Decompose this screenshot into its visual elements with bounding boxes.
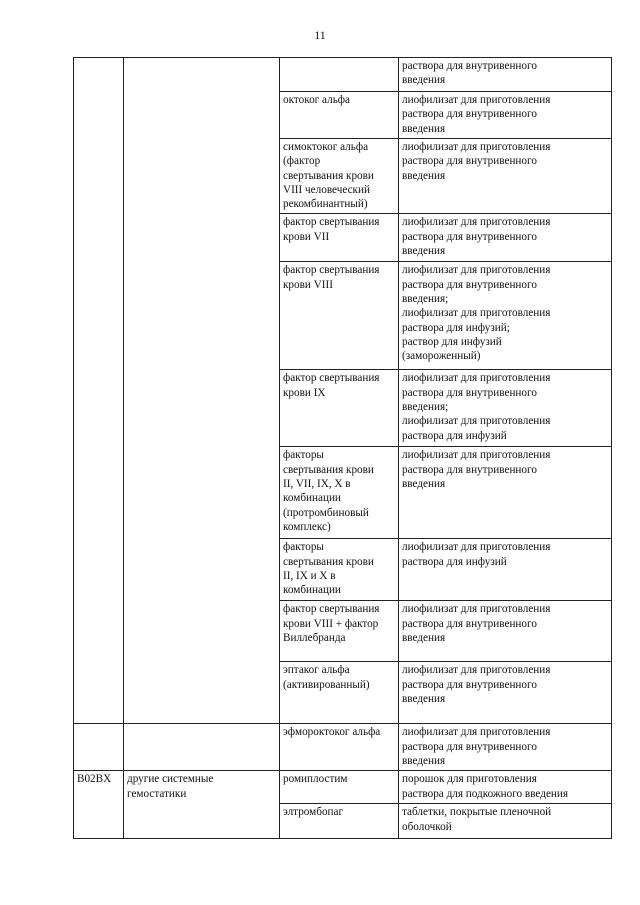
- table-row: [74, 58, 612, 92]
- dosage-form-cell: раствора для внутривенного введения: [399, 58, 612, 92]
- drug-name-cell: факторы свертывания крови II, VII, IX, X в комбинации (протромбиновый комплекс): [280, 447, 399, 539]
- atc-code-cell: [74, 58, 124, 724]
- dosage-form-cell: порошок для приготовления раствора для подкожного введения: [399, 771, 612, 804]
- drug-name-cell: фактор свертывания крови IX: [280, 370, 399, 447]
- group-name-cell: [124, 58, 280, 724]
- dosage-form-cell: лиофилизат для приготовления раствора для внутривенного введения: [399, 601, 612, 662]
- drug-name-cell: эптаког альфа (активированный): [280, 662, 399, 724]
- drug-name-cell: октоког альфа: [280, 92, 399, 139]
- drug-name-cell: фактор свертывания крови VIII + фактор Виллебранда: [280, 601, 399, 662]
- dosage-form-cell: лиофилизат для приготовления раствора для внутривенного введения: [399, 662, 612, 724]
- dosage-form-cell: лиофилизат для приготовления раствора для внутривенного введения: [399, 447, 612, 539]
- atc-code-cell: B02BX: [74, 771, 124, 839]
- dosage-form-cell: таблетки, покрытые пленочной оболочкой: [399, 804, 612, 839]
- drug-name-cell: фактор свертывания крови VII: [280, 214, 399, 262]
- drug-name-cell: эфмороктоког альфа: [280, 724, 399, 771]
- drug-table: [73, 57, 612, 839]
- table-body: [74, 58, 612, 839]
- table-row: [74, 771, 612, 804]
- dosage-form-cell: лиофилизат для приготовления раствора для внутривенного введения: [399, 92, 612, 139]
- group-name-cell: другие системные гемостатики: [124, 771, 280, 839]
- group-name-cell: [124, 724, 280, 771]
- dosage-form-cell: лиофилизат для приготовления раствора для внутривенного введения; лиофилизат для приготовления раствора для инфузий: [399, 370, 612, 447]
- dosage-form-cell: лиофилизат для приготовления раствора для внутривенного введения: [399, 139, 612, 214]
- dosage-form-cell: лиофилизат для приготовления раствора для внутривенного введения; лиофилизат для приготовления раствора для инфузий; раствор для инфузий (замороженный): [399, 262, 612, 370]
- table-row: [74, 724, 612, 771]
- atc-code-cell: [74, 724, 124, 771]
- drug-name-cell: симоктоког альфа (фактор свертывания крови VIII человеческий рекомбинантный): [280, 139, 399, 214]
- dosage-form-cell: лиофилизат для приготовления раствора для инфузий: [399, 539, 612, 601]
- drug-name-cell: фактор свертывания крови VIII: [280, 262, 399, 370]
- drug-name-cell: элтромбопаг: [280, 804, 399, 839]
- page-number: 11: [314, 28, 326, 42]
- dosage-form-cell: лиофилизат для приготовления раствора для внутривенного введения: [399, 724, 612, 771]
- drug-name-cell: факторы свертывания крови II, IX и X в комбинации: [280, 539, 399, 601]
- dosage-form-cell: лиофилизат для приготовления раствора для внутривенного введения: [399, 214, 612, 262]
- drug-name-cell: ромиплостим: [280, 771, 399, 804]
- drug-name-cell: [280, 58, 399, 92]
